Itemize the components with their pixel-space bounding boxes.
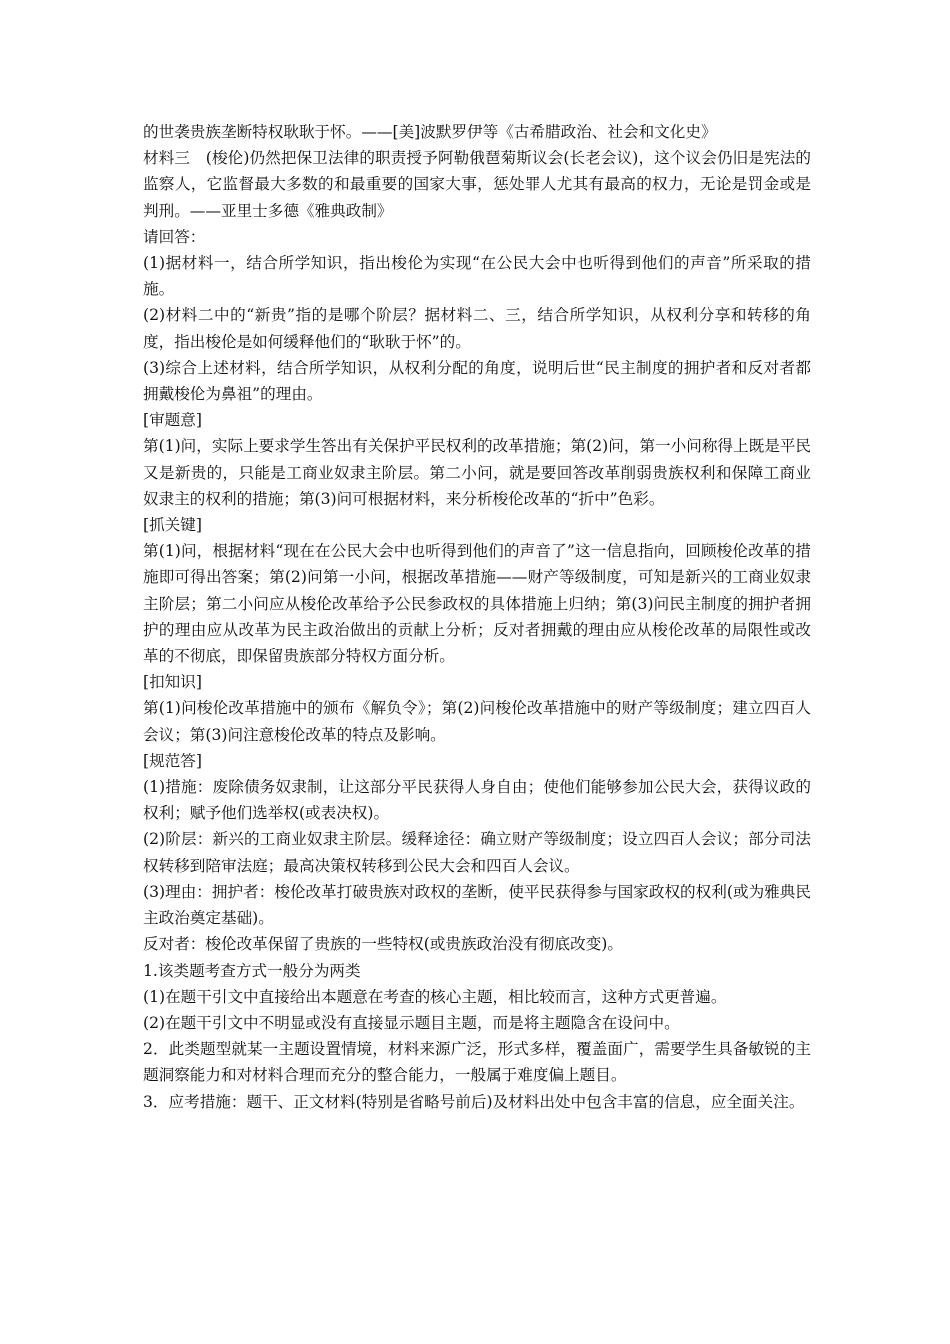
paragraph-material-three: 材料三 (梭伦)仍然把保卫法律的职责授予阿勒俄琶菊斯议会(长老会议)，这个议会仍旧是宪法的监察人，它监督最大多数的和最重要的国家大事，惩处罪人尤其有最高的权力，无论是罚金或是判刑。——亚里士多德《雅典政制》 [143, 149, 811, 220]
paragraph-please-answer: 请回答： [143, 227, 206, 246]
section-heading-key-points: [抓关键] [143, 516, 202, 535]
question-1: (1)据材料一，结合所学知识，指出梭伦为实现“在公民大会中也听得到他们的声音”所采取的措施。 [143, 254, 811, 299]
question-2: (2)材料二中的“新贵”指的是哪个阶层？据材料二、三，结合所学知识，从权利分享和转移的角度，指出梭伦是如何缓释他们的“耿耿于怀”的。 [143, 306, 811, 351]
section-heading-examine: [审题意] [143, 411, 202, 430]
tip-1-item-2: (2)在题干引文中不明显或没有直接显示题目主题，而是将主题隐含在设问中。 [143, 1013, 680, 1032]
paragraph-knowledge: 第(1)问梭伦改革措施中的颁布《解负令》；第(2)问梭伦改革措施中的财产等级制度；建立四百人会议；第(3)问注意梭伦改革的特点及影响。 [143, 699, 811, 744]
document-body [143, 119, 811, 1115]
paragraph-key-points: 第(1)问，根据材料“现在在公民大会中也听得到他们的声音了”这一信息指向，回顾梭伦改革的措施即可得出答案；第(2)问第一小问，根据改革措施——财产等级制度，可知是新兴的工商业奴隶主阶层；第二小问应从梭伦改革给予公民参政权的具体措施上归纳；第(3)问民主制度的拥护者拥护的理由应从改革为民主政治做出的贡献上分析；反对者拥戴的理由应从梭伦改革的局限性或改革的不彻底，即保留贵族部分特权方面分析。 [143, 542, 811, 666]
answer-2: (2)阶层：新兴的工商业奴隶主阶层。缓释途径：确立财产等级制度；设立四百人会议；部分司法权转移到陪审法庭；最高决策权转移到公民大会和四百人会议。 [143, 830, 811, 875]
tip-1-heading: 1.该类题考查方式一般分为两类 [143, 961, 361, 980]
paragraph-source-citation: 的世袭贵族垄断特权耿耿于怀。——[美]波默罗伊等《古希腊政治、社会和文化史》 [143, 123, 717, 141]
section-heading-knowledge: [扣知识] [143, 673, 202, 692]
question-3: (3)综合上述材料，结合所学知识，从权利分配的角度，说明后世“民主制度的拥护者和反对者都拥戴梭伦为鼻祖”的理由。 [143, 358, 811, 404]
tip-3: 3．应考措施：题干、正文材料(特别是省略号前后)及材料出处中包含丰富的信息，应全面关注。 [143, 1092, 805, 1111]
tip-1-item-1: (1)在题干引文中直接给出本题意在考查的核心主题，相比较而言，这种方式更普遍。 [143, 987, 727, 1006]
section-heading-standard-answer: [规范答] [143, 751, 202, 770]
tip-2: 2．此类题型就某一主题设置情境，材料来源广泛，形式多样，覆盖面广，需要学生具备敏锐的主题洞察能力和对材料合理而充分的整合能力，一般属于难度偏上题目。 [143, 1040, 811, 1085]
answer-3-opponents: 反对者：梭伦改革保留了贵族的一些特权(或贵族政治没有彻底改变)。 [143, 935, 623, 954]
answer-1: (1)措施：废除债务奴隶制，让这部分平民获得人身自由；使他们能够参加公民大会，获得议政的权利；赋予他们选举权(或表决权)。 [143, 778, 811, 823]
answer-3-supporters: (3)理由：拥护者：梭伦改革打破贵族对政权的垄断，使平民获得参与国家政权的权利(或为雅典民主政治奠定基础)。 [143, 882, 811, 928]
paragraph-examine: 第(1)问，实际上要求学生答出有关保护平民权利的改革措施；第(2)问，第一小问称得上既是平民又是新贵的，只能是工商业奴隶主阶层。第二小问，就是要回答改革削弱贵族权利和保障工商业奴隶主的权利的措施；第(3)问可根据材料，来分析梭伦改革的“折中”色彩。 [143, 437, 811, 508]
